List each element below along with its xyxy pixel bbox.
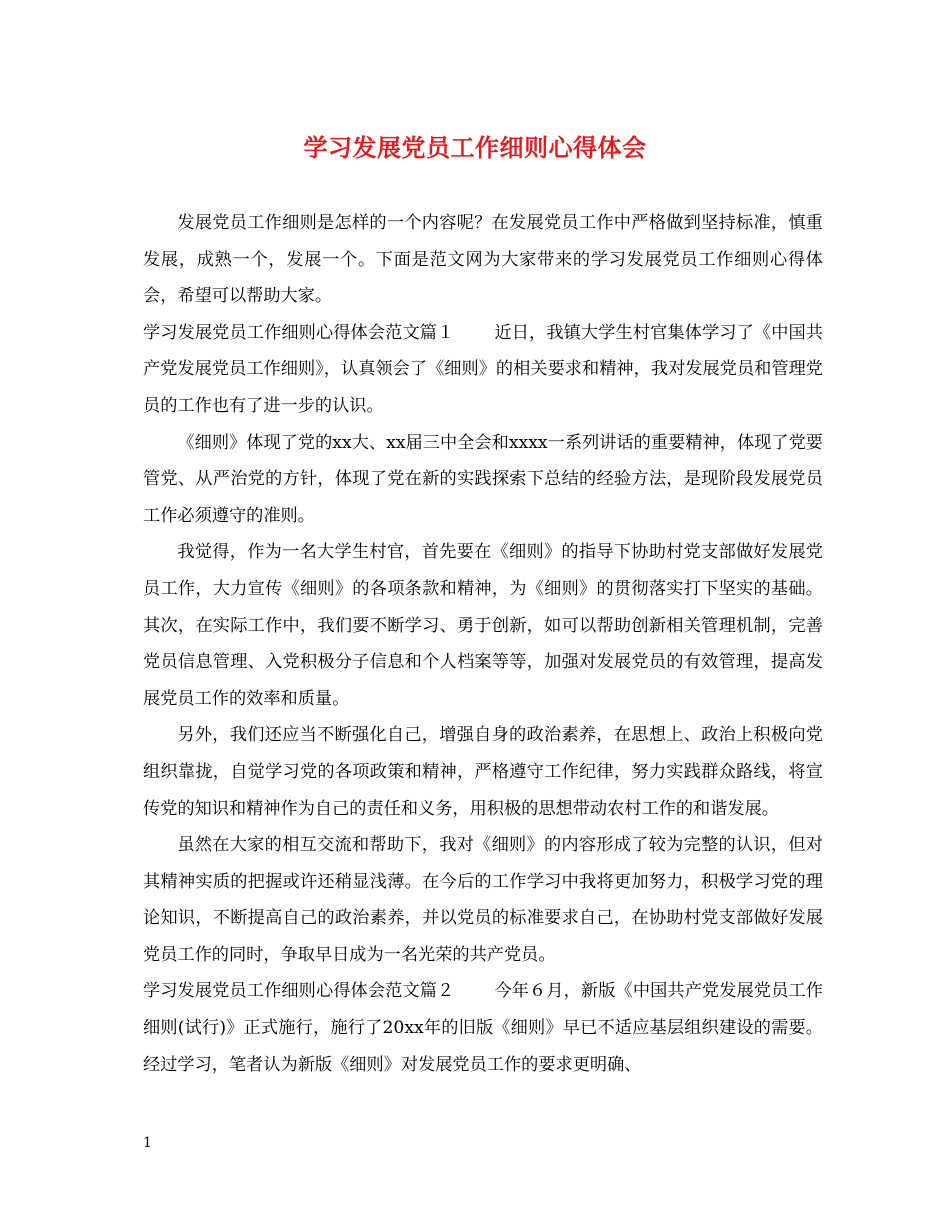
section-1-heading: 学习发展党员工作细则心得体会范文篇１ [143, 322, 455, 343]
section-1-paragraph [143, 315, 823, 425]
page-number: 1 [143, 1135, 152, 1151]
body-paragraph: 另外，我们还应当不断强化自己，增强自身的政治素养，在思想上、政治上积极向党组织靠拢，自觉学习党的各项政策和精神，严格遵守工作纪律，努力实践群众路线，将宣传党的知识和精神作为自己的责任和义务，用积极的思想带动农村工作的和谐发展。 [143, 725, 823, 819]
section-2-paragraph [143, 973, 823, 1083]
document-title: 学习发展党员工作细则心得体会 [303, 134, 647, 162]
section-2-heading: 学习发展党员工作细则心得体会范文篇２ [143, 981, 455, 1002]
body-paragraph: 我觉得，作为一名大学生村官，首先要在《细则》的指导下协助村党支部做好发展党员工作，大力宣传《细则》的各项条款和精神，为《细则》的贯彻落实打下坚实的基础。其次，在实际工作中，我们要不断学习、勇于创新，如可以帮助创新相关管理机制，完善党员信息管理、入党积极分子信息和个人档案等等，加强对发展党员的有效管理，提高发展党员工作的效率和质量。 [143, 542, 823, 709]
section-1-body: 近日，我镇大学生村官集体学习了《中国共产党发展党员工作细则》，认真领会了《细则》的相关要求和精神，我对发展党员和管理党员的工作也有了进一步的认识。 [143, 322, 823, 416]
body-paragraph: 《细则》体现了党的xx大、xx届三中全会和xxxx一系列讲话的重要精神，体现了党要管党、从严治党的方针，体现了党在新的实践探索下总结的经验方法，是现阶段发展党员工作必须遵守的准则。 [143, 432, 823, 526]
document-body [143, 205, 823, 1083]
body-paragraph: 虽然在大家的相互交流和帮助下，我对《细则》的内容形成了较为完整的认识，但对其精神实质的把握或许还稍显浅薄。在今后的工作学习中我将更加努力，积极学习党的理论知识，不断提高自己的政治素养，并以党员的标准要求自己，在协助村党支部做好发展党员工作的同时，争取早日成为一名光荣的共产党员。 [143, 835, 823, 965]
intro-paragraph: 发展党员工作细则是怎样的一个内容呢？在发展党员工作中严格做到坚持标准，慎重发展，成熟一个，发展一个。下面是范文网为大家带来的学习发展党员工作细则心得体会，希望可以帮助大家。 [143, 213, 823, 307]
section-2-body: 今年６月，新版《中国共产党发展党员工作细则(试行)》正式施行，施行了20xx年的旧版《细则》早已不适应基层组织建设的需要。经过学习，笔者认为新版《细则》对发展党员工作的要求更明确、 [143, 981, 823, 1075]
